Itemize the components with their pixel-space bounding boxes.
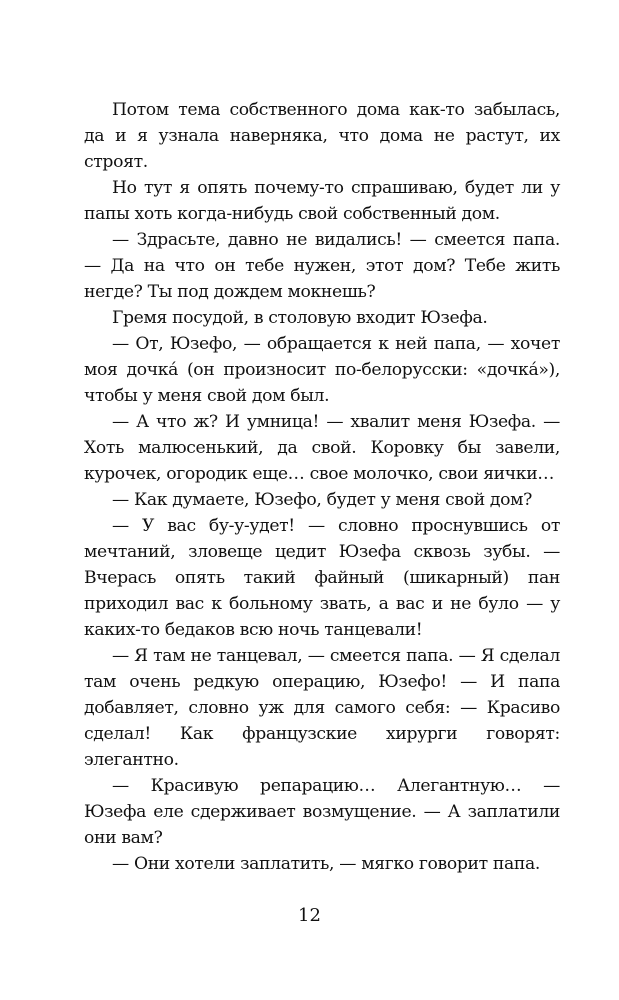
page-text (84, 97, 560, 877)
paragraph-6: — А что ж? И умница! — хвалит меня Юзефа. — Хоть малюсенький, да свой. Коровку бы завели, курочек, огородик еще… свое молочко, свои яички… (84, 412, 560, 484)
paragraph-10: — Красивую репарацию… Алегантную… — Юзефа еле сдерживает возмущение. — А заплатили они вам? (84, 776, 560, 848)
paragraph-1: Потом тема собственного дома как-то забылась, да и я узнала наверняка, что дома не растут, их строят. (84, 100, 560, 172)
paragraph-4: Гремя посудой, в столовую входит Юзефа. (112, 308, 488, 328)
paragraph-8: — У вас бу-у-удет! — словно проснувшись от мечтаний, зловеще цедит Юзефа сквозь зубы. — Вчерась опять такий файный (шикарный) пан приходил вас к больному звать, а вас и не було — у каких-то бедаков всю ночь танцевали! (84, 516, 560, 640)
paragraph-9: — Я там не танцевал, — смеется папа. — Я сделал там очень редкую операцию, Юзефо! — И папа добавляет, словно уж для самого себя: — Красиво сделал! Как французские хирурги говорят: элегантно. (84, 646, 560, 770)
page-number: 12 (298, 905, 321, 926)
paragraph-11: — Они хотели заплатить, — мягко говорит папа. (112, 854, 541, 874)
paragraph-3: — Здрасьте, давно не видались! — смеется папа. — Да на что он тебе нужен, этот дом? Тебе жить негде? Ты под дождем мокнешь? (84, 230, 560, 302)
paragraph-5: — От, Юзефо, — обращается к ней папа, — хочет моя дочка́ (он произносит по-белорусски: «дочка́»), чтобы у меня свой дом был. (84, 334, 560, 406)
paragraph-2: Но тут я опять почему-то спрашиваю, будет ли у папы хоть когда-нибудь свой собственный дом. (84, 178, 560, 224)
paragraph-7: — Как думаете, Юзефо, будет у меня свой дом? (112, 490, 533, 510)
